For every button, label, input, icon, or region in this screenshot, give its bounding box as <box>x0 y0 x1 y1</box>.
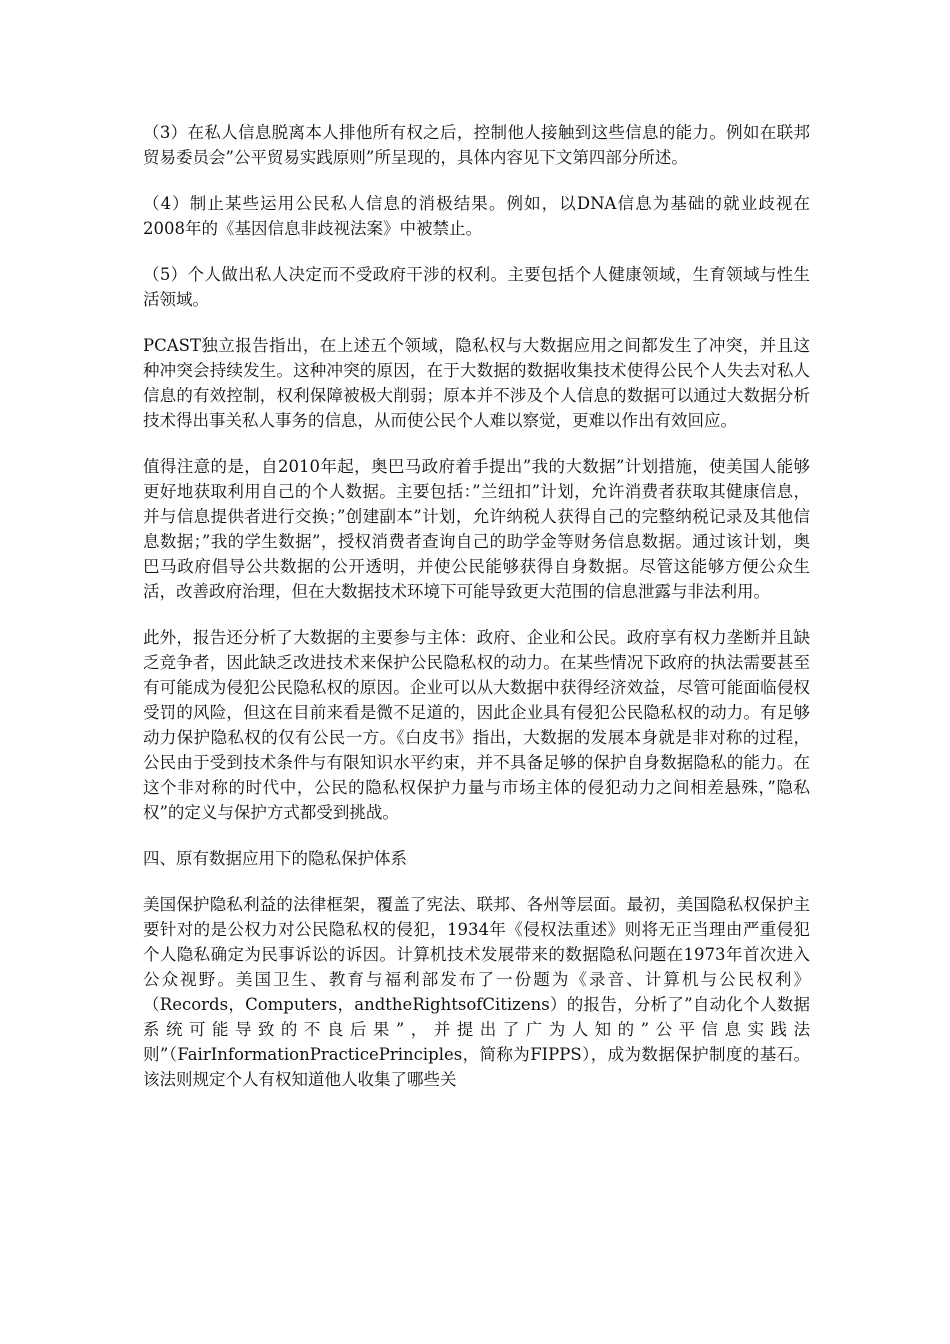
paragraph-item-4: （4）制止某些运用公民私人信息的消极结果。例如，以DNA信息为基础的就业歧视在2008年的《基因信息非歧视法案》中被禁止。 <box>143 194 810 238</box>
paragraph-my-big-data: 值得注意的是，自2010年起，奥巴马政府着手提出”我的大数据”计划措施，使美国人能够更好地获取利用自己的个人数据。主要包括：”兰纽扣”计划，允许消费者获取其健康信息，并与信息提供者进行交换；”创建副本”计划，允许纳税人获得自己的完整纳税记录及其他信息数据；”我的学生数据”，授权消费者查询自己的助学金等财务信息数据。通过该计划，奥巴马政府倡导公共数据的公开透明，并使公民能够获得自身数据。尽管这能够方便公众生活，改善政府治理，但在大数据技术环境下可能导致更大范围的信息泄露与非法利用。 <box>143 457 810 601</box>
paragraph-item-3: （3）在私人信息脱离本人排他所有权之后，控制他人接触到这些信息的能力。例如在联邦贸易委员会”公平贸易实践原则”所呈现的，具体内容见下文第四部分所述。 <box>143 123 810 167</box>
paragraph-item-5: （5）个人做出私人决定而不受政府干涉的权利。主要包括个人健康领域，生育领域与性生活领域。 <box>143 265 810 309</box>
document-body <box>143 120 810 1113</box>
paragraph-pcast-report: PCAST独立报告指出，在上述五个领域，隐私权与大数据应用之间都发生了冲突，并且这种冲突会持续发生。这种冲突的原因，在于大数据的数据收集技术使得公民个人失去对私人信息的有效控制，权利保障被极大削弱；原本并不涉及个人信息的数据可以通过大数据分析技术得出事关私人事务的信息，从而使公民个人难以察觉，更难以作出有效回应。 <box>143 336 810 430</box>
paragraph-legal-framework: 美国保护隐私利益的法律框架，覆盖了宪法、联邦、各州等层面。最初，美国隐私权保护主要针对的是公权力对公民隐私权的侵犯，1934年《侵权法重述》则将无正当理由严重侵犯个人隐私确定为民事诉讼的诉因。计算机技术发展带来的数据隐私问题在1973年首次进入公众视野。美国卫生、教育与福利部发布了一份题为《录音、计算机与公民权利》（Records，Computers，andtheRightsofCitizens）的报告，分析了”自动化个人数据系统可能导致的不良后果”，并提出了广为人知的”公平信息实践法则”（FairInformationPracticePrinciples，简称为FIPPS），成为数据保护制度的基石。该法则规定个人有权知道他人收集了哪些关 <box>143 895 810 1089</box>
paragraph-participants: 此外，报告还分析了大数据的主要参与主体：政府、企业和公民。政府享有权力垄断并且缺乏竞争者，因此缺乏改进技术来保护公民隐私权的动力。在某些情况下政府的执法需要甚至有可能成为侵犯公民隐私权的原因。企业可以从大数据中获得经济效益，尽管可能面临侵权受罚的风险，但这在目前来看是微不足道的，因此企业具有侵犯公民隐私权的动力。有足够动力保护隐私权的仅有公民一方。《白皮书》指出，大数据的发展本身就是非对称的过程，公民由于受到技术条件与有限知识水平约束，并不具备足够的保护自身数据隐私的能力。在这个非对称的时代中，公民的隐私权保护力量与市场主体的侵犯动力之间相差悬殊，”隐私权”的定义与保护方式都受到挑战。 <box>143 628 810 822</box>
section-heading: 四、原有数据应用下的隐私保护体系 <box>143 849 407 868</box>
